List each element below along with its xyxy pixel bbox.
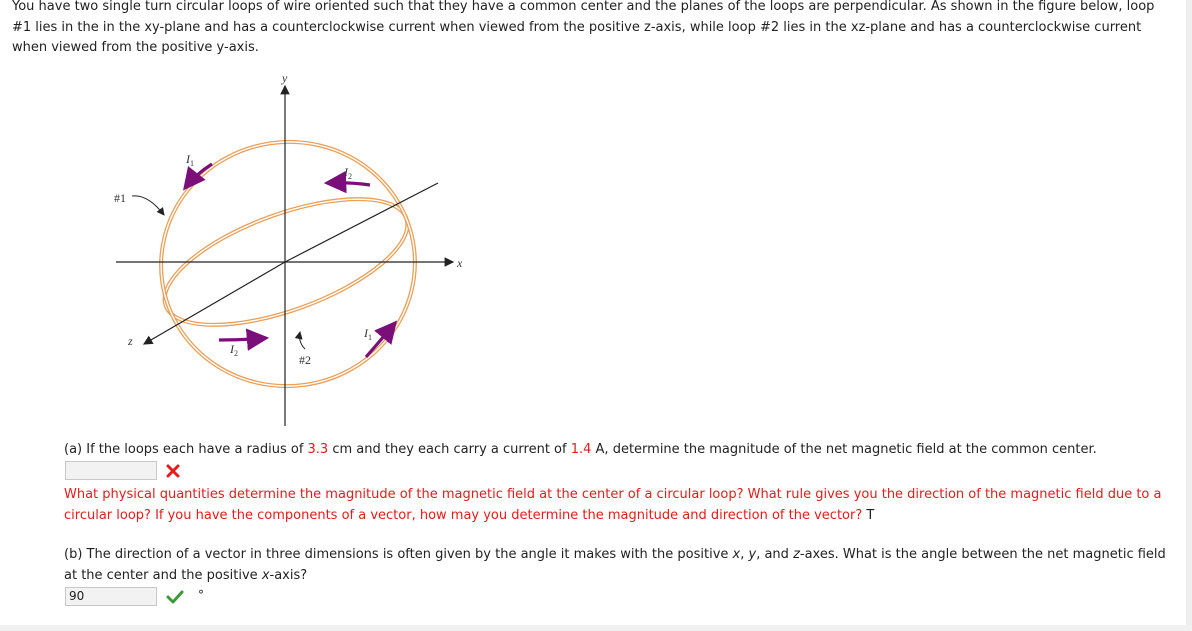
axes — [116, 86, 453, 426]
part-b-x2: x — [261, 567, 270, 583]
i1-top-label: $I_1$ — [186, 152, 194, 168]
y-axis-label: y — [282, 71, 288, 85]
part-b-z: z — [793, 547, 800, 562]
part-a-middle: cm and they each carry a current of — [328, 442, 571, 457]
loop-2-label: #2 — [299, 353, 311, 367]
part-b-text-1: (b) The direction of a vector in three dimensions is often given by the angle it makes with the positive — [64, 547, 733, 562]
part-a-unit: T — [866, 507, 875, 523]
i2-top-label: $I_2$ — [344, 165, 352, 181]
i2-bottom-label: $I_2$ — [230, 342, 238, 358]
x-axis-label: x — [457, 256, 463, 270]
part-a-answer-input[interactable] — [65, 461, 157, 480]
current-value: 1.4 — [570, 442, 592, 457]
loop-1-pointer — [132, 196, 164, 215]
horizontal-scrollbar[interactable] — [0, 625, 1192, 631]
i2-bottom-arrow — [219, 338, 266, 340]
part-b-x: x — [732, 547, 741, 562]
part-b-text-2: -axes. What is the angle between the net magnetic field at the center and the positive — [64, 547, 1166, 583]
part-b-question — [64, 545, 1182, 586]
i1-bottom-label: $I_1$ — [364, 326, 372, 342]
part-b-sep1: , — [740, 547, 749, 562]
loop-1-label: #1 — [114, 191, 126, 205]
part-a-hint — [64, 485, 1179, 526]
radius-value: 3.3 — [307, 442, 329, 457]
loops-figure — [108, 66, 478, 431]
i2-top-arrow — [327, 183, 370, 185]
vertical-scrollbar[interactable] — [1186, 0, 1192, 631]
loop-2-pointer — [300, 332, 305, 349]
part-a-suffix: A, determine the magnitude of the net magnetic field at the common center. — [591, 442, 1097, 457]
z-axis-label: z — [128, 334, 133, 348]
part-b-text-3: -axis? — [269, 567, 308, 583]
hint-text: What physical quantities determine the magnitude of the magnetic field at the center of a circular loop? What rule gives you the direction of the magnetic field due to a circular loop? If you have the components of a vector, how may you determine the magnitude and direction of the vector? — [64, 487, 1162, 523]
part-b-sep2: , and — [756, 547, 794, 562]
part-b-answer-input[interactable]: 90 — [65, 587, 157, 606]
loops-diagram — [108, 66, 478, 431]
degree-unit: ° — [198, 588, 204, 602]
problem-intro — [12, 0, 1177, 59]
part-a-question — [64, 440, 1179, 461]
check-icon — [166, 590, 184, 604]
part-b-y: y — [748, 547, 757, 562]
intro-text: You have two single turn circular loops of wire oriented such that they have a common center and the planes of the loops are perpendicular. As shown in the figure below, loop #1 lies in the in the xy-plane and has a counterclockwise current when viewed from the positive z-axis, while loop #2 lies in the xz-plane and has a counterclockwise current when viewed from the positive y-axis. — [12, 0, 1155, 55]
x-icon — [166, 464, 180, 478]
part-a-prefix: (a) If the loops each have a radius of — [64, 442, 308, 457]
